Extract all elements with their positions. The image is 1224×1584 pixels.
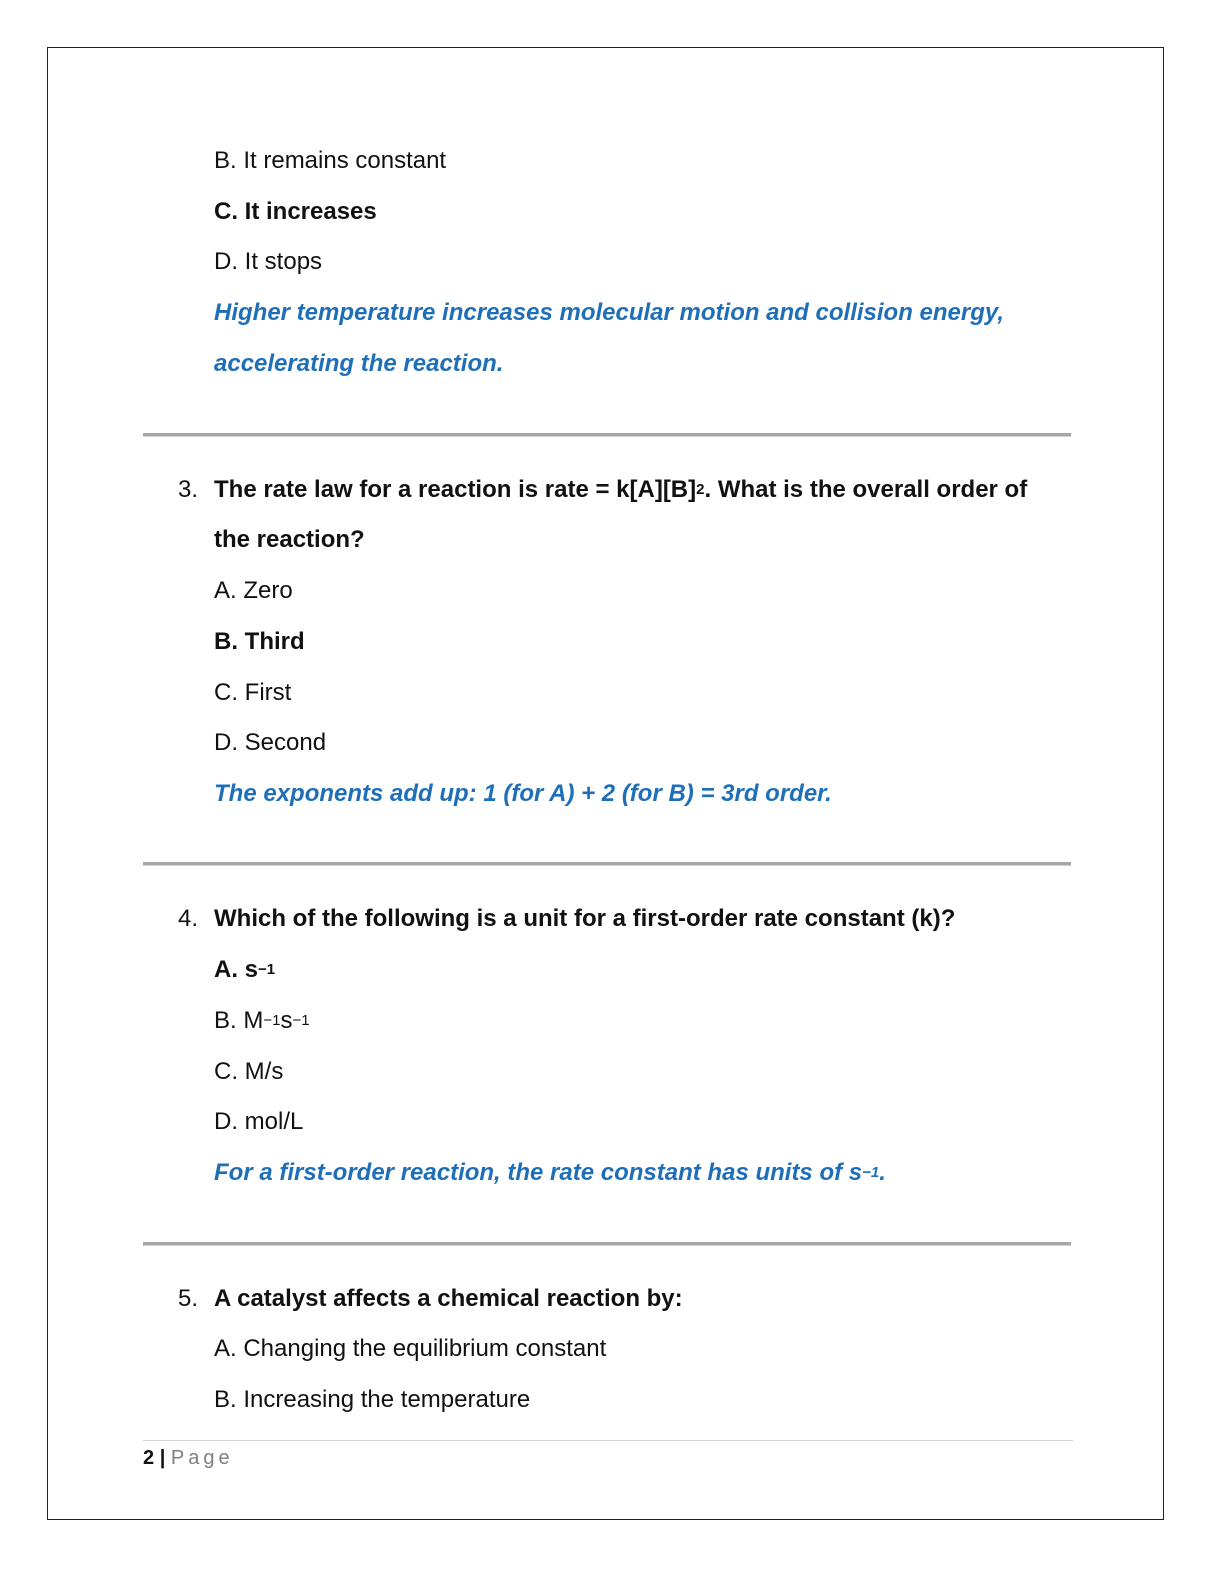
q4-explanation-text: For a first-order reaction, the rate constant has units of s [214, 1159, 863, 1186]
divider-1 [143, 433, 1071, 437]
q3-number: 3. [178, 476, 199, 503]
q5-question: A catalyst affects a chemical reaction by: [214, 1285, 683, 1312]
q4-option-c: C. M/s [214, 1058, 284, 1085]
q2-explanation-line2: accelerating the reaction. [214, 350, 504, 377]
footer-separator: | [159, 1447, 166, 1469]
q4-option-b-exponent-1: −1 [263, 1012, 281, 1029]
q3-explanation: The exponents add up: 1 (for A) + 2 (for B) = 3rd order. [214, 780, 832, 807]
divider-2 [143, 862, 1071, 866]
q2-option-d: D. It stops [214, 248, 323, 275]
q3-option-b-correct: B. Third [214, 628, 305, 655]
q5-option-a: A. Changing the equilibrium constant [214, 1335, 607, 1362]
q4-option-a-text: A. s [214, 956, 259, 983]
q3-exponent: 2 [696, 481, 705, 498]
q2-explanation-line1: Higher temperature increases molecular motion and collision energy, [214, 299, 1005, 326]
q2-option-c-correct: C. It increases [214, 198, 377, 225]
page-number: 2 [143, 1447, 155, 1469]
q5-option-b: B. Increasing the temperature [214, 1386, 531, 1413]
q3-question-text: The rate law for a reaction is rate = k[A][B] [214, 476, 697, 503]
q3-option-c: C. First [214, 679, 292, 706]
q3-question-line1 [214, 475, 1027, 505]
q4-question: Which of the following is a unit for a first-order rate constant (k)? [214, 905, 956, 932]
q3-question-text-cont: . What is the overall order of [704, 476, 1028, 503]
q4-number: 4. [178, 905, 199, 932]
q3-option-a: A. Zero [214, 577, 293, 604]
q4-option-b-text-s: s [280, 1007, 293, 1034]
q2-option-b: B. It remains constant [214, 147, 447, 174]
q3-option-d: D. Second [214, 729, 327, 756]
q3-question-line2: the reaction? [214, 526, 365, 553]
footer-divider [143, 1440, 1073, 1441]
q5-number: 5. [178, 1285, 199, 1312]
q4-explanation-period: . [879, 1159, 886, 1186]
q4-option-b-text: B. M [214, 1007, 264, 1034]
q4-explanation [214, 1158, 886, 1188]
page-label: Page [170, 1447, 234, 1469]
q4-option-a-correct [214, 955, 275, 985]
page-footer [143, 1446, 234, 1470]
q4-option-a-exponent: −1 [258, 961, 276, 978]
q4-option-b [214, 1006, 310, 1036]
q4-option-d: D. mol/L [214, 1108, 304, 1135]
divider-3 [143, 1242, 1071, 1246]
q4-explanation-exponent: −1 [862, 1164, 880, 1181]
q4-option-b-exponent-2: −1 [292, 1012, 310, 1029]
